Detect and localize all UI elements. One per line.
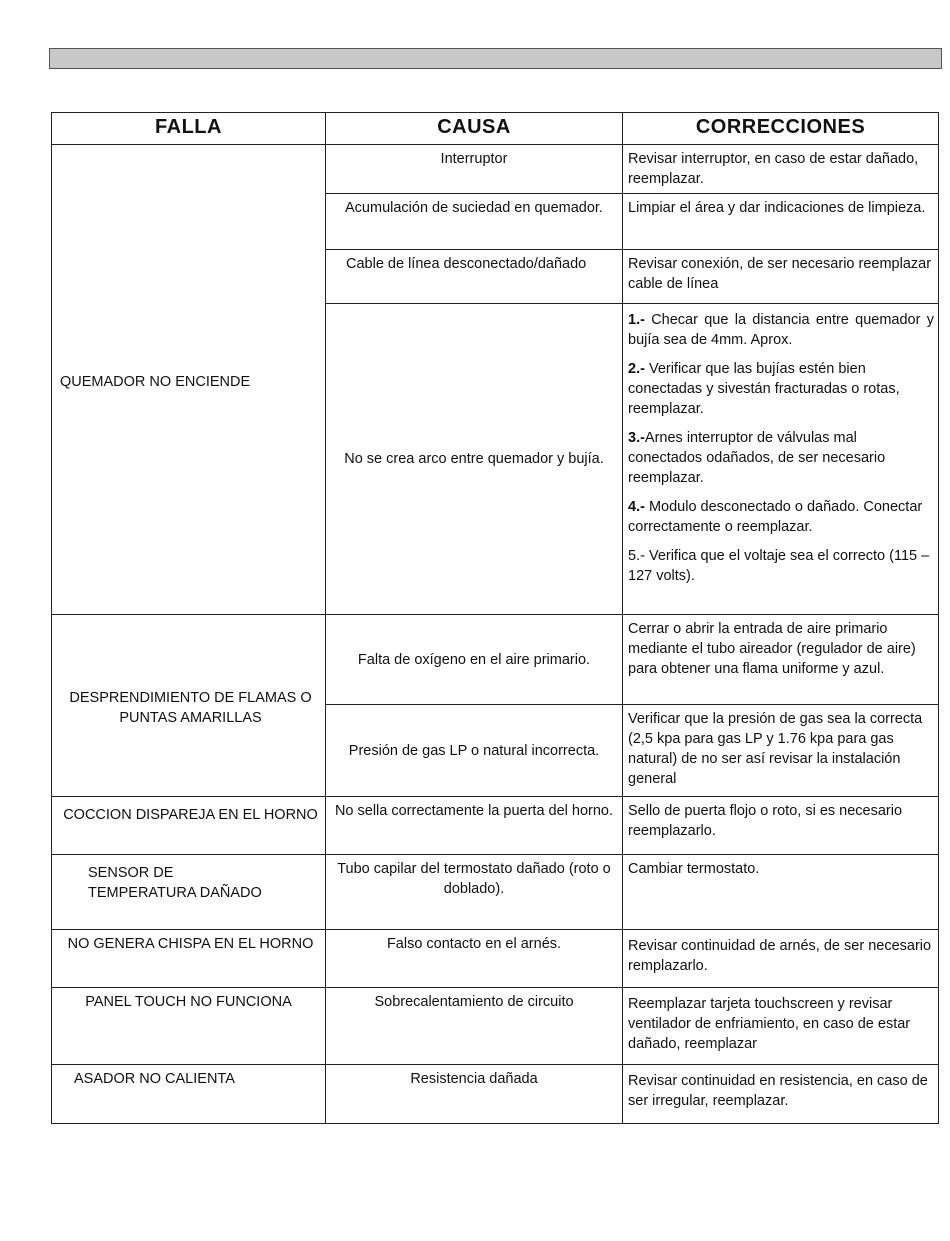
correccion-cell: Revisar conexión, de ser necesario reemplazar cable de línea bbox=[623, 250, 939, 304]
correccion-cell: Verificar que la presión de gas sea la correcta (2,5 kpa para gas LP y 1.76 kpa para gas natural) de no ser así revisar la instalación general bbox=[623, 705, 939, 797]
table-row bbox=[52, 930, 939, 988]
falla-cell: PANEL TOUCH NO FUNCIONA bbox=[52, 988, 326, 1065]
causa-cell: Acumulación de suciedad en quemador. bbox=[326, 194, 623, 250]
table-row bbox=[52, 145, 939, 194]
falla-cell: SENSOR DE TEMPERATURA DAÑADO bbox=[52, 855, 326, 930]
causa-cell: Falta de oxígeno en el aire primario. bbox=[326, 615, 623, 705]
step-2: 2.- Verificar que las bujías estén bien conectadas y sivestán fracturadas o rotas, reemplazar. bbox=[628, 361, 900, 417]
causa-cell: Cable de línea desconectado/dañado bbox=[326, 250, 623, 304]
step-3: 3.-Arnes interruptor de válvulas mal conectados odañados, de ser necesario reemplazar. bbox=[628, 430, 886, 486]
step-5: 5.- Verifica que el voltaje sea el correcto (115 – 127 volts). bbox=[628, 548, 930, 584]
correccion-cell: Reemplazar tarjeta touchscreen y revisar ventilador de enfriamiento, en caso de estar dañado, reemplazar bbox=[623, 988, 939, 1065]
falla-cell: COCCION DISPAREJA EN EL HORNO bbox=[52, 797, 326, 855]
correccion-cell: Sello de puerta flojo o roto, si es necesario reemplazarlo. bbox=[623, 797, 939, 855]
table-row bbox=[52, 988, 939, 1065]
falla-cell: QUEMADOR NO ENCIENDE bbox=[52, 145, 326, 615]
causa-cell: Presión de gas LP o natural incorrecta. bbox=[326, 705, 623, 797]
causa-cell: Falso contacto en el arnés. bbox=[326, 930, 623, 988]
causa-cell: Tubo capilar del termostato dañado (roto o doblado). bbox=[326, 855, 623, 930]
correccion-cell: Revisar interruptor, en caso de estar dañado, reemplazar. bbox=[623, 145, 939, 194]
causa-cell: Sobrecalentamiento de circuito bbox=[326, 988, 623, 1065]
table-row bbox=[52, 797, 939, 855]
header-row bbox=[52, 113, 939, 145]
correccion-cell: Limpiar el área y dar indicaciones de limpieza. bbox=[623, 194, 939, 250]
step-4: 4.- Modulo desconectado o dañado. Conectar correctamente o reemplazar. bbox=[628, 499, 923, 535]
table-row bbox=[52, 855, 939, 930]
step-1: 1.- Checar que la distancia entre quemador y bujía sea de 4mm. Aprox. bbox=[628, 312, 934, 348]
table-row bbox=[52, 1065, 939, 1124]
header-bar bbox=[49, 48, 942, 69]
causa-cell: No sella correctamente la puerta del horno. bbox=[326, 797, 623, 855]
causa-cell: Interruptor bbox=[326, 145, 623, 194]
table-row bbox=[52, 615, 939, 705]
correccion-cell: Revisar continuidad en resistencia, en caso de ser irregular, reemplazar. bbox=[623, 1065, 939, 1124]
falla-cell: DESPRENDIMIENTO DE FLAMAS O PUNTAS AMARILLAS bbox=[52, 615, 326, 797]
troubleshooting-table bbox=[51, 112, 939, 1124]
falla-cell: NO GENERA CHISPA EN EL HORNO bbox=[52, 930, 326, 988]
header-causa: CAUSA bbox=[326, 113, 623, 145]
correccion-steps bbox=[623, 304, 939, 615]
causa-cell: No se crea arco entre quemador y bujía. bbox=[326, 304, 623, 615]
falla-cell: ASADOR NO CALIENTA bbox=[52, 1065, 326, 1124]
header-correcciones: CORRECCIONES bbox=[623, 113, 939, 145]
header-falla: FALLA bbox=[52, 113, 326, 145]
correccion-cell: Cerrar o abrir la entrada de aire primario mediante el tubo aireador (regulador de aire) para obtener una flama uniforme y azul. bbox=[623, 615, 939, 705]
correccion-cell: Cambiar termostato. bbox=[623, 855, 939, 930]
correccion-cell: Revisar continuidad de arnés, de ser necesario remplazarlo. bbox=[623, 930, 939, 988]
causa-cell: Resistencia dañada bbox=[326, 1065, 623, 1124]
